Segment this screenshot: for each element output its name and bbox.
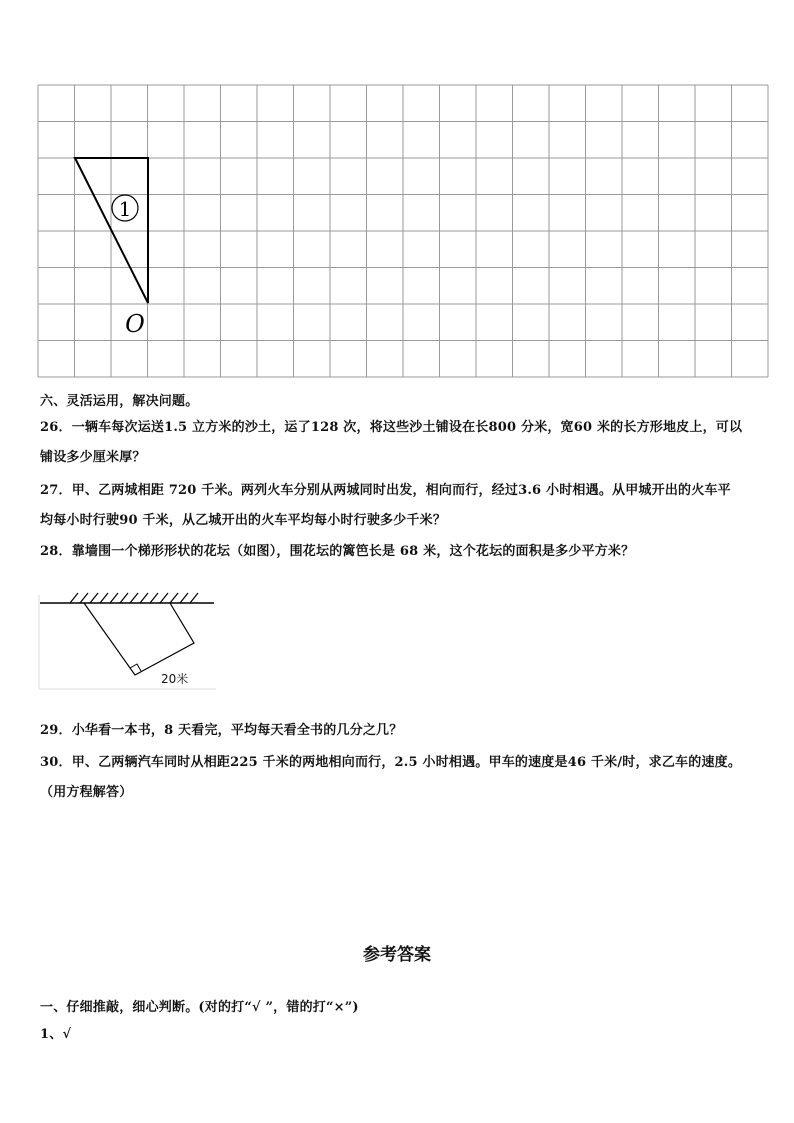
- q30-line2: （用方程解答）: [40, 785, 133, 800]
- point-label: O: [125, 310, 145, 338]
- q29-text: 29．小华看一本书，8 天看完，平均每天看全书的几分之几？: [40, 723, 403, 738]
- section6-heading: 六、灵活运用，解决问题。: [40, 394, 199, 409]
- q28-text: 28．靠墙围一个梯形形状的花坛（如图），围花坛的篱笆长是 68 米，这个花坛的面积是多少平方米？: [40, 544, 635, 559]
- answers-section1-heading: 一、仔细推敲，细心判断。(对的打“√ ”，错的打“×”): [40, 1000, 359, 1015]
- grid-figure: [0, 0, 794, 400]
- trapezoid-fence: [84, 603, 194, 675]
- answers-title: 参考答案: [363, 945, 431, 965]
- answer-1: 1、√: [40, 1027, 72, 1042]
- garden-label: 20米: [161, 672, 189, 686]
- q30-line1: 30．甲、乙两辆汽车同时从相距225 千米的两地相向而行，2.5 小时相遇。甲车的速度是46 千米/时，求乙车的速度。: [40, 755, 742, 770]
- q27-line1: 27．甲、乙两城相距 720 千米。两列火车分别从两城同时出发，相向而行，经过3.6 小时相遇。从甲城开出的火车平: [40, 483, 731, 498]
- q26-line1: 26．一辆车每次运送1.5 立方米的沙土，运了128 次，将这些沙土铺设在长800 分米，宽60 米的长方形地皮上，可以: [40, 420, 743, 435]
- wall-hatching: [70, 593, 198, 603]
- circle-digit: 1: [118, 197, 132, 221]
- q27-line2: 均每小时行驶90 千米，从乙城开出的火车平均每小时行驶多少千米？: [40, 513, 447, 528]
- garden-figure: [38, 585, 218, 690]
- q26-line2: 铺设多少厘米厚？: [40, 450, 146, 465]
